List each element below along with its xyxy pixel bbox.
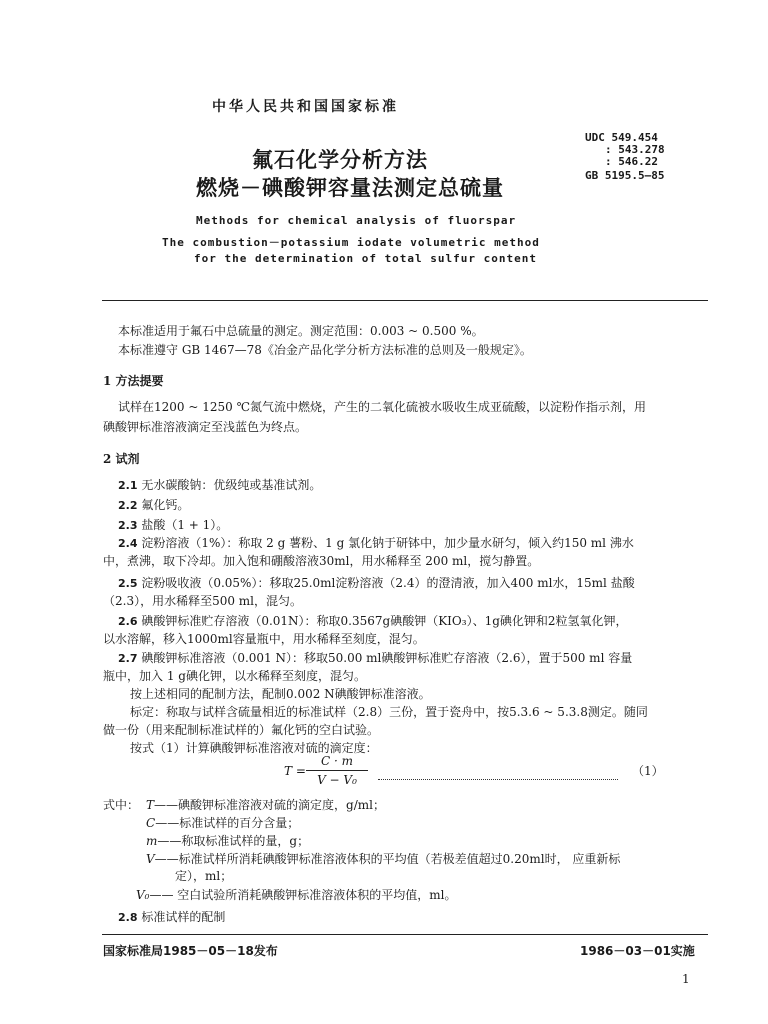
item-number: 2.4 (118, 537, 138, 550)
footer-rule (102, 934, 708, 935)
formula-lhs: T = (284, 764, 306, 778)
preparation-note: 按上述相同的配制方法，配制0.002 N碘酸钾标准溶液。 (130, 687, 431, 701)
formula-denominator: V − V₀ (317, 773, 357, 787)
item-number: 2.3 (118, 519, 138, 532)
formula-number: （1） (632, 764, 664, 778)
english-title-line-2: The combustion－potassium iodate volumetric method (162, 236, 540, 249)
formula-numerator: C · m (320, 754, 353, 768)
reagent-item (118, 649, 632, 666)
definition-row (146, 850, 620, 867)
section-1-text-line-1: 试样在1200 ~ 1250 ℃氮气流中燃烧，产生的二氧化硫被水吸收生成亚硫酸，以淀粉作指示剂，用 (118, 400, 647, 414)
reagent-item (118, 908, 225, 925)
definition-row (146, 814, 299, 831)
definition-row (146, 832, 309, 849)
english-title-line-3: for the determination of total sulfur content (194, 252, 538, 265)
calibration-line-1: 标定：称取与试样含硫量相近的标准试样（2.8）三份，置于瓷舟中，按5.3.6 ~ 5.3.8测定。随同 (130, 705, 648, 719)
item-number: 2.8 (118, 911, 138, 924)
calibration-line-2: 做一份（用来配制标准试样的）氟化钙的空白试验。 (103, 723, 380, 737)
symbol: V₀ (136, 888, 150, 902)
standard-organization: 中华人民共和国国家标准 (212, 99, 399, 115)
item-number: 2.7 (118, 652, 138, 665)
udc-line-2: : 543.278 (605, 143, 665, 156)
intro-paragraph-2: 本标准遵守 GB 1467—78《冶金产品化学分析方法标准的总则及一般规定》。 (118, 343, 532, 357)
implementation-date: 1986－03－01实施 (580, 944, 695, 958)
title-line-1: 氟石化学分析方法 (252, 147, 428, 172)
section-1-heading: 1 方法提要 (103, 374, 164, 388)
item-number: 2.5 (118, 577, 138, 590)
item-text: 淀粉吸收液（0.05%）：移取25.0ml淀粉溶液（2.4）的澄清液，加入400 ml水，15ml 盐酸 (141, 576, 635, 590)
item-number: 2.6 (118, 615, 138, 628)
definition-row (136, 886, 457, 903)
symbol: T (146, 798, 155, 812)
item-text: 无水碳酸钠：优级纯或基准试剂。 (141, 478, 322, 492)
section-1-text-line-2: 碘酸钾标准溶液滴定至浅蓝色为终点。 (103, 420, 308, 434)
item-text: 淀粉溶液（1%）：称取 2 g 薯粉、1 g 氯化钠于研钵中，加少量水研匀，倾入约150 ml 沸水 (141, 536, 634, 550)
reagent-item (118, 496, 189, 513)
definition-text: ——称取标准试样的量，g； (157, 834, 310, 848)
reagent-item (118, 574, 635, 591)
page-number: 1 (682, 972, 690, 986)
udc-line-3: : 546.22 (605, 155, 658, 168)
reagent-item (118, 534, 634, 551)
where-label: 式中： (103, 798, 140, 812)
item-text: 碘酸钾标准溶液（0.001 N）：移取50.00 ml碘酸钾标准贮存溶液（2.6），置于500 ml 容量 (141, 651, 633, 665)
udc-line-1: UDC 549.454 (585, 131, 658, 144)
item-text: 碘酸钾标准贮存溶液（0.01N）：称取0.3567g碘酸钾（KIO₃）、1g碘化钾和2粒氢氧化钾， (141, 614, 628, 628)
item-text: 氟化钙。 (141, 498, 190, 512)
definition-text: —— 空白试验所消耗碘酸钾标准溶液体积的平均值，ml。 (149, 888, 457, 902)
definition-text: ——碘酸钾标准溶液对硫的滴定度，g/ml； (154, 798, 385, 812)
item-text: 盐酸（1 + 1）。 (141, 518, 229, 532)
definition-continuation: 定），ml； (175, 869, 233, 883)
gb-number: GB 5195.5—85 (585, 169, 665, 182)
title-line-2: 燃烧－碘酸钾容量法测定总硫量 (196, 175, 504, 200)
english-title-line-1: Methods for chemical analysis of fluorspar (196, 214, 517, 227)
symbol: V (146, 852, 155, 866)
item-continuation: 以水溶解，移入1000ml容量瓶中，用水稀释至刻度，混匀。 (103, 632, 425, 646)
section-2-heading: 2 试剂 (103, 452, 140, 466)
header-rule (102, 300, 708, 301)
reagent-item (118, 612, 628, 629)
item-continuation: （2.3），用水稀释至500 ml，混匀。 (103, 594, 303, 608)
item-continuation: 中，煮沸，取下冷却。加入饱和硼酸溶液30ml，用水稀释至 200 ml，搅匀静置。 (103, 554, 540, 568)
reagent-item (118, 476, 321, 493)
item-number: 2.1 (118, 479, 138, 492)
symbol: C (146, 816, 156, 830)
leader-dots (372, 768, 624, 787)
item-text: 标准试样的配制 (141, 910, 226, 924)
fraction-bar (306, 770, 368, 771)
item-number: 2.2 (118, 499, 138, 512)
reagent-item (118, 516, 228, 533)
item-continuation: 瓶中，加入 1 g碘化钾，以水稀释至刻度，混匀。 (103, 669, 366, 683)
issue-date: 国家标准局1985－05－18发布 (103, 944, 278, 958)
symbol: m (146, 834, 158, 848)
definition-text: ——标准试样的百分含量； (155, 816, 300, 830)
definition-row (146, 796, 385, 813)
formula-intro: 按式（1）计算碘酸钾标准溶液对硫的滴定度： (130, 741, 378, 755)
definition-text: ——标准试样所消耗碘酸钾标准溶液体积的平均值（若极差值超过0.20ml时， 应重新标 (154, 852, 621, 866)
intro-paragraph-1: 本标准适用于氟石中总硫量的测定。测定范围：0.003 ~ 0.500 %。 (118, 324, 484, 338)
